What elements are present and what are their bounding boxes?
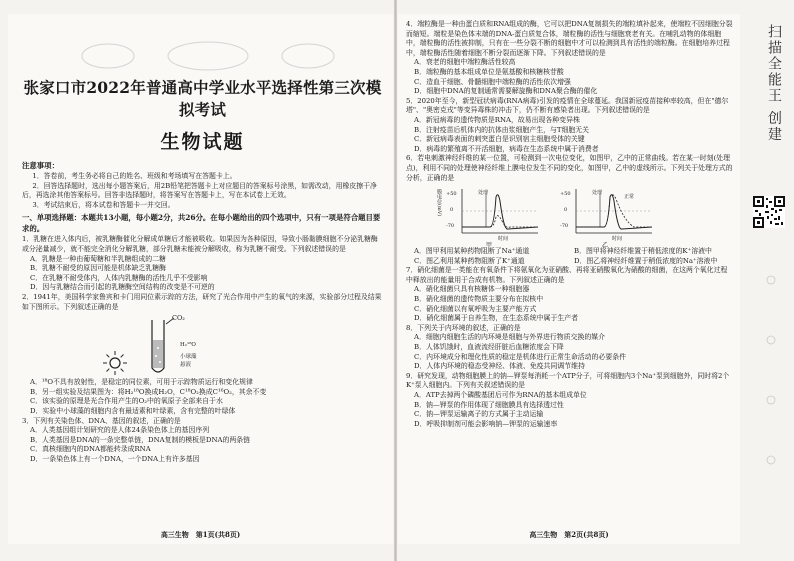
question-option: A．ATP去掉两个磷酸基团后可作为RNA的基本组成单位 [414, 391, 587, 399]
question-stem: 7．硝化细菌是一类能在有氧条件下将氨氧化为亚硝酸、再将亚硝酸氧化为硝酸的细菌，在这两个氧化过程中释放出的能量用于合成有机物。下列叙述正确的是 [406, 266, 728, 284]
test-tube-icon [136, 318, 182, 380]
question-option: A．乳糖是一种由葡萄糖和半乳糖组成的二糖 [30, 254, 166, 263]
question-stem: 6．若电刺激神经纤维的某一位置，可检测到一次电位变化，如图甲，乙中的正常曲线。若在某一时刻(处理点)，利用不同的处理使神经纤维上膜电位发生不同的变化，如图甲，乙中的虚线所示。下列关于处理方式的分析，正确的是 [406, 154, 733, 182]
exam-subtitle: 生物试题 [160, 131, 245, 153]
question-stem: 9．研究发现，动物细胞膜上的钠—钾泵每消耗一个ATP分子，可将细胞内3个Na⁺泵到细胞外，同时将2个K⁺泵入细胞内。下列有关叙述错误的是 [406, 371, 730, 390]
notice-item: 1．答卷前，考生务必将自己的姓名、班级和考场填写在答题卡上。 [32, 172, 237, 180]
question-option: D．细胞中DNA的复制通常需要解旋酶和DNA聚合酶的催化 [414, 87, 598, 96]
question-option: B．注射疫苗后机体内的抗体由浆细胞产生，与T细胞无关 [414, 125, 590, 134]
question-option: D．因与乳糖结合而引起的乳糖酶空间结构的改变是不可逆的 [30, 283, 215, 292]
graph-name: 乙 [602, 242, 609, 250]
graph-name: 甲 [486, 242, 493, 250]
question-option: C．造血干细胞、骨髓细胞中端粒酶的活性依次增强 [414, 77, 571, 86]
question-option: B．端粒酶的基本组成单位是氨基酸和核糖核苷酸 [414, 67, 564, 76]
question-option: A．衰老的细胞中端粒酶活性较高 [414, 58, 516, 67]
page-footer: 高三生物 第1页(共8页) [160, 530, 241, 539]
question-option: B．硝化细菌的遗传物质主要分布在拟核中 [414, 295, 544, 304]
option-row [406, 257, 734, 267]
page-fold [394, 0, 397, 561]
question-option: C．硝化细菌以有氧呼吸为主要产能方式 [414, 304, 537, 313]
treatment-label: 处理 [592, 190, 603, 197]
tick-label: -70 [560, 223, 569, 230]
question-option: B．钠—钾泵的作用体现了细胞膜具有选择透过性 [414, 400, 564, 409]
suspension-label: 悬液 [180, 362, 192, 369]
co2-label: CO₂ [172, 314, 185, 323]
tick-label: +50 [560, 191, 571, 198]
question-option: D．实验中小球藻的细胞内含有最适素和叶绿素，含有完整的叶绿体 [30, 406, 236, 415]
question-option: A．人类基因组计划研究的是人体24条染色体上的基因序列 [30, 426, 210, 435]
question-stem: 8．下列关于内环境的叙述，正确的是 [406, 323, 521, 332]
water-label: H₂¹⁸O [180, 342, 196, 349]
question-option: B．另一组实验及结果图为：将H₂¹⁸O换成H₂O，C¹⁸O₂换成C¹⁶O₂，其余不变 [30, 387, 267, 396]
page-footer: 高三生物 第2页(共8页) [529, 530, 609, 539]
sun-icon [102, 350, 128, 376]
scanner-watermark: 扫描全能王 创建 [766, 24, 782, 143]
question-option: C．新冠病毒表面的刺突蛋白是识别宿主细胞受体的关键 [414, 135, 585, 144]
question-option: D．呼吸抑制剂可能会影响钠—钾泵的运输速率 [414, 419, 558, 428]
question-option: D．硝化细菌属于自养生物，在生态系统中属于生产者 [414, 314, 579, 323]
test-tube-diagram [136, 314, 226, 376]
binding-holes-decoration [762, 260, 780, 510]
notice-item: 3．考试结束后，将本试卷和答题卡一并交回。 [32, 200, 175, 209]
question-option: B．乳糖不耐受的原因可能是机体缺乏乳糖酶 [30, 264, 166, 273]
tick-label: +50 [446, 191, 457, 198]
question-option: C．在乳糖不耐受体内，人体内乳糖酶的活性几乎不受影响 [30, 273, 208, 282]
watermark-decoration [68, 38, 348, 74]
question-option: B．图甲将神经纤维置于稍低浓度的K⁺溶液中 [574, 247, 712, 256]
normal-curve-label: 正常 [624, 194, 635, 201]
question-option: C．该实验的原理是光合作用产生的O₂中的氧原子全部来自于水 [30, 397, 223, 406]
question-stem: 1．乳糖在进入体内后，被乳糖酶催化分解成单糖后才能被吸收。如果因为各种原因，导致小肠黏膜细胞不分泌乳糖酶或分泌量减少，就不能完全消化分解乳糖，部分乳糖未能被分解吸收，称为乳糖不耐受。下列叙述错误的是 [22, 235, 378, 253]
question-stem: 3．下列有关染色体、DNA、基因的叙述，正确的是 [22, 416, 181, 425]
question-option: D．人体内环境的稳态受神经、体液、免疫共同调节维持 [414, 362, 585, 371]
graph-a-plot [460, 187, 540, 237]
y-axis-label: 膜电位(mV) [436, 189, 442, 217]
tick-label: 0 [450, 207, 454, 214]
question-stem: 2．1941年，美国科学家鲁宾和卡门用同位素示踪的方法，研究了光合作用中产生的氧气的来源，实验部分过程及结果如下图所示。下列叙述正确的是 [22, 292, 382, 311]
question-option: A．图甲利用某种药物阻断了Na⁺通道 [414, 247, 530, 256]
section-heading: 一、单项选择题：本题共13小题，每小题2分，共26分。在每小题给出的四个选项中，只有一项是符合题目要求的。 [22, 213, 381, 234]
q2-figure [102, 314, 383, 376]
question-option: D．图乙将神经纤维置于稍低浓度的Na⁺溶液中 [574, 256, 718, 265]
tick-label: 0 [564, 207, 568, 214]
q6-figures [436, 185, 734, 250]
qr-code-icon [753, 196, 785, 228]
question-option: A．细胞内细胞生活的内环境是细胞与外界进行物质交换的媒介 [414, 333, 606, 342]
question-option: D．病毒的繁殖离不开活细胞，病毒在生态系统中属于消费者 [414, 144, 599, 153]
option-row [406, 247, 734, 257]
question-option: C．内环境成分和理化性质的稳定是机体进行正常生命活动的必要条件 [414, 352, 626, 361]
question-option: D．一条染色体上有一个DNA，一个DNA上有许多基因 [30, 454, 200, 463]
x-axis-label: 时间 [498, 236, 509, 243]
notice-heading: 注意事项： [22, 161, 59, 170]
algae-label: 小球藻 [180, 354, 197, 361]
treatment-label: 处理 [478, 190, 489, 197]
page-2 [398, 14, 740, 544]
question-option: C．钠—钾泵运输离子的方式属于主动运输 [414, 410, 544, 419]
page-1 [8, 14, 393, 544]
question-option: A．新冠病毒的遗传物质是RNA，故易出现各种变异株 [414, 115, 580, 124]
question-option: C．真核细胞内的DNA都能转录成RNA [30, 445, 151, 454]
membrane-potential-graph-b [560, 185, 660, 250]
x-axis-label: 时间 [612, 236, 623, 243]
notice-item: 2．回答选择题时，选出每小题答案后，用2B铅笔把答题卡上对应题目的答案标号涂黑，如需改动，用橡皮擦干净后，再选涂其他答案标号。回答非选择题时，将答案写在答题卡上，写在本试卷上无效。 [22, 181, 377, 200]
question-stem: 5．2020年至今，新型冠状病毒(RNA病毒)引发的疫情在全球蔓延。我国新冠疫苗接种率较高，但在"德尔塔"、"奥密克戎"等变异毒株的冲击下，仍不断有感染者出现。下列叙述错误的是 [406, 96, 729, 115]
question-stem: 4．端粒酶是一种由蛋白质和RNA组成的酶，它可以把DNA复制损失的端粒填补起来，使端粒不因细胞分裂而缩短。端粒是染色体末端的DNA-蛋白质复合体，端粒酶的活性与细胞衰老有关。在哺乳动物的体细胞中，端粒酶的活性被抑制，只有在一些分裂不断的细胞中才可以检测到具有活性的端粒酶。在细胞培养过程中，端粒酶活性随着细胞不断分裂而逐渐下降。下列叙述错误的是 [406, 20, 733, 57]
question-option: A．硝化细菌只具有核糖体一种细胞器 [414, 285, 530, 294]
membrane-potential-graph-a [436, 185, 546, 250]
tick-label: -70 [446, 223, 455, 230]
graph-b-plot [574, 187, 654, 237]
exam-title: 张家口市2022年普通高中学业水平选择性第三次模拟考试 [23, 78, 382, 119]
question-option: A．¹⁸O不具有放射性，是稳定的同位素，可用于示踪物质运行和变化规律 [30, 378, 253, 387]
question-option: B．人体饥饿时，血液流经肝脏后血糖浓度会下降 [414, 343, 564, 352]
question-option: B．人类基因是DNA的一条完整单链，DNA复制的模板是DNA的两条链 [30, 435, 251, 444]
question-option: C．图乙利用某种药物阻断了K⁺通道 [414, 256, 525, 265]
